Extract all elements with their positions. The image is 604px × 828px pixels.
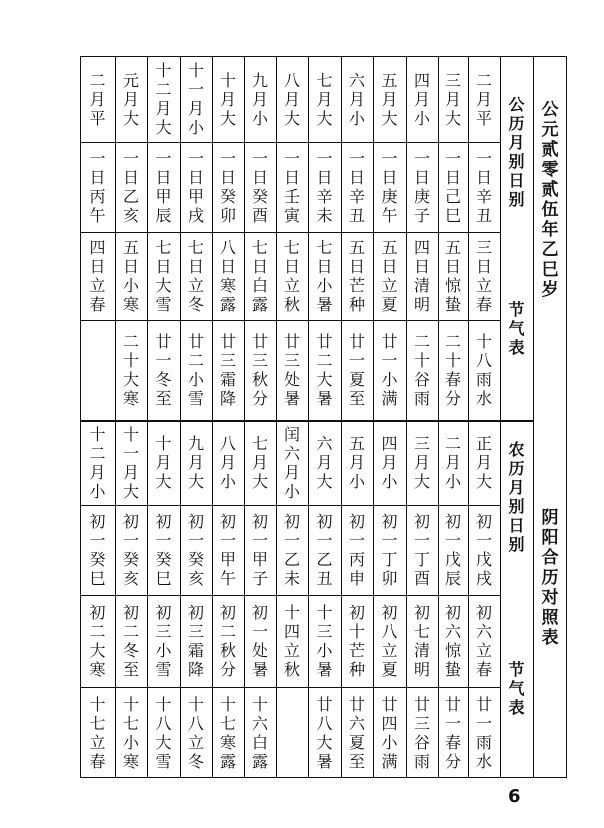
lunar-month-cell: 十 月 大: [155, 434, 172, 491]
solar-month-cell: 八 月 大: [283, 70, 300, 128]
section-divider: [500, 420, 533, 422]
lunar-day-cell: 初 一 丁 酉: [413, 512, 430, 588]
solar-month-cell: 七 月 大: [316, 70, 333, 128]
solar-term-1-cell: 五 日 芒 种: [348, 238, 365, 314]
solar-term-2-cell: 廿 三 霜 降: [219, 332, 236, 408]
solar-term-1-cell: 七 日 立 冬: [187, 238, 204, 314]
solar-term-1-cell: 三 日 立 春: [475, 238, 492, 314]
solar-month-cell: 六 月 小: [348, 70, 365, 128]
solar-term-2-cell: 廿 二 大 暑: [316, 332, 333, 408]
row-divider: [80, 687, 500, 688]
solar-term-2-cell: 廿 二 小 雪: [187, 332, 204, 408]
solar-day-cell: 一 日 癸 酉: [251, 149, 268, 225]
solar-day-cell: 一 日 庚 午: [381, 149, 398, 225]
lunar-term-1-cell: 初 二 秋 分: [219, 603, 236, 679]
solar-term-2-cell: 二 十 春 分: [444, 332, 461, 408]
lunar-term-1-cell: 初 三 小 雪: [155, 603, 172, 679]
solar-term-1-cell: 四 日 立 春: [89, 238, 106, 314]
solar-term-1-cell: 八 日 寒 露: [219, 238, 236, 314]
lunar-term-1-cell: 十 四 立 秋: [283, 603, 300, 679]
solar-term-1-cell: 四 日 清 明: [413, 238, 430, 314]
lunar-day-cell: 初 一 癸 亥: [122, 512, 139, 588]
lunar-term-1-cell: 十 三 小 暑: [316, 603, 333, 679]
lunar-month-cell: 七 月 大: [251, 434, 268, 491]
page-subtitle: 阴 阳 合 历 对 照 表: [541, 508, 559, 648]
lunar-term-1-cell: 初 二 大 寒: [89, 603, 106, 679]
lunar-month-cell: 闰 六 月 小: [283, 424, 300, 501]
lunar-month-cell: 正 月 大: [475, 434, 492, 491]
lunar-day-cell: 初 一 甲 子: [251, 512, 268, 588]
lunar-term-2-cell: 十 七 寒 露: [219, 694, 236, 771]
lunar-term-2-cell: 廿 一 春 分: [444, 694, 461, 771]
solar-term-2-cell: [80, 322, 115, 418]
solar-day-cell: 一 日 乙 亥: [122, 149, 139, 225]
solar-day-cell: 一 日 庚 子: [413, 149, 430, 225]
solar-term-2-cell: 廿 三 处 暑: [283, 332, 300, 408]
lunar-term-2-cell: 十 七 小 寒: [122, 694, 139, 771]
page-number: 6: [508, 786, 521, 807]
solar-day-cell: 一 日 壬 寅: [283, 149, 300, 225]
solar-header: 公 历 月 别 日 别: [508, 95, 525, 209]
lunar-term-1-cell: 初 三 霜 降: [187, 603, 204, 679]
lunar-day-cell: 初 一 甲 午: [219, 512, 236, 588]
solar-term-1-cell: 七 日 白 露: [251, 238, 268, 314]
lunar-term-1-cell: 初 六 立 春: [475, 603, 492, 679]
lunar-term-2-cell: 十 八 大 雪: [155, 694, 172, 771]
solar-term-2-cell: 十 八 雨 水: [475, 332, 492, 408]
solar-day-cell: 一 日 己 巳: [444, 149, 461, 225]
row-divider: [80, 232, 500, 233]
solar-term-1-cell: 七 日 大 雪: [155, 238, 172, 314]
solar-term-2-cell: 廿 一 夏 至: [348, 332, 365, 408]
lunar-month-cell: 三 月 大: [413, 434, 430, 491]
solar-term-2-cell: 廿 一 小 满: [381, 332, 398, 408]
lunar-day-cell: 初 一 戊 辰: [444, 512, 461, 588]
lunar-term-1-cell: 初 二 冬 至: [122, 603, 139, 679]
lunar-day-cell: 初 一 丙 申: [348, 512, 365, 588]
lunar-term-1-cell: 初 八 立 夏: [381, 603, 398, 679]
solar-month-cell: 元 月 大: [122, 70, 139, 128]
row-divider: [80, 142, 500, 143]
solar-term-1-cell: 五 日 惊 蛰: [444, 238, 461, 314]
lunar-term-2-cell: 十 八 立 冬: [187, 694, 204, 771]
solar-term-1-cell: 五 日 小 寒: [122, 238, 139, 314]
lunar-month-cell: 九 月 大: [187, 434, 204, 491]
solar-month-cell: 五 月 大: [381, 70, 398, 128]
lunar-header: 农 历 月 别 日 别: [508, 440, 525, 554]
solar-month-cell: 十 月 大: [219, 70, 236, 128]
solar-term-1-cell: 七 日 小 暑: [316, 238, 333, 314]
solar-day-cell: 一 日 癸 卯: [219, 149, 236, 225]
lunar-term-2-cell: [276, 689, 308, 776]
solar-day-cell: 一 日 丙 午: [89, 149, 106, 225]
solar-term-2-cell: 廿 三 秋 分: [251, 332, 268, 408]
solar-month-cell: 二 月 平: [89, 70, 106, 128]
solar-day-cell: 一 日 辛 丑: [475, 149, 492, 225]
lunar-term-2-cell: 廿 一 雨 水: [475, 694, 492, 771]
lunar-day-cell: 初 一 乙 丑: [316, 512, 333, 588]
lunar-term-header: 节 气 表: [508, 660, 525, 717]
solar-term-header: 节 气 表: [508, 300, 525, 357]
solar-month-cell: 十 二 月 大: [155, 61, 172, 137]
lunar-month-cell: 五 月 小: [348, 434, 365, 491]
lunar-month-cell: 六 月 大: [316, 434, 333, 491]
lunar-month-cell: 十 二 月 小: [89, 424, 106, 501]
solar-term-1-cell: 五 日 立 夏: [381, 238, 398, 314]
lunar-term-2-cell: 廿 六 夏 至: [348, 694, 365, 771]
lunar-day-cell: 初 一 丁 卯: [381, 512, 398, 588]
lunar-day-cell: 初 一 戊 戌: [475, 512, 492, 588]
lunar-day-cell: 初 一 癸 亥: [187, 512, 204, 588]
lunar-month-cell: 四 月 小: [381, 434, 398, 491]
lunar-term-2-cell: 廿 三 谷 雨: [413, 694, 430, 771]
lunar-term-2-cell: 廿 八 大 暑: [316, 694, 333, 771]
lunar-month-cell: 二 月 小: [444, 434, 461, 491]
solar-month-cell: 十 一 月 小: [187, 61, 204, 137]
solar-month-cell: 四 月 小: [413, 70, 430, 128]
lunar-term-1-cell: 初 六 惊 蛰: [444, 603, 461, 679]
solar-day-cell: 一 日 甲 辰: [155, 149, 172, 225]
solar-term-2-cell: 二 十 谷 雨: [413, 332, 430, 408]
solar-month-cell: 三 月 大: [444, 70, 461, 128]
lunar-term-2-cell: 廿 四 小 满: [381, 694, 398, 771]
solar-term-2-cell: 廿 一 冬 至: [155, 332, 172, 408]
solar-term-2-cell: 二 十 大 寒: [122, 332, 139, 408]
solar-term-1-cell: 七 日 立 秋: [283, 238, 300, 314]
lunar-term-2-cell: 十 六 白 露: [251, 694, 268, 771]
solar-month-cell: 九 月 小: [251, 70, 268, 128]
solar-day-cell: 一 日 辛 未: [316, 149, 333, 225]
lunar-term-1-cell: 初 一 处 暑: [251, 603, 268, 679]
solar-day-cell: 一 日 甲 戌: [187, 149, 204, 225]
row-divider: [80, 595, 500, 596]
row-divider: [80, 505, 500, 506]
lunar-term-1-cell: 初 十 芒 种: [348, 603, 365, 679]
lunar-day-cell: 初 一 乙 未: [283, 512, 300, 588]
row-divider: [80, 320, 500, 321]
page-title: 公 元 贰 零 贰 伍 年 乙 巳 岁: [541, 100, 559, 300]
lunar-day-cell: 初 一 癸 巳: [89, 512, 106, 588]
lunar-day-cell: 初 一 癸 巳: [155, 512, 172, 588]
lunar-month-cell: 八 月 小: [219, 434, 236, 491]
lunar-term-1-cell: 初 七 清 明: [413, 603, 430, 679]
lunar-month-cell: 十 一 月 大: [122, 424, 139, 501]
solar-day-cell: 一 日 辛 丑: [348, 149, 365, 225]
lunar-term-2-cell: 十 七 立 春: [89, 694, 106, 771]
solar-month-cell: 二 月 平: [475, 70, 492, 128]
